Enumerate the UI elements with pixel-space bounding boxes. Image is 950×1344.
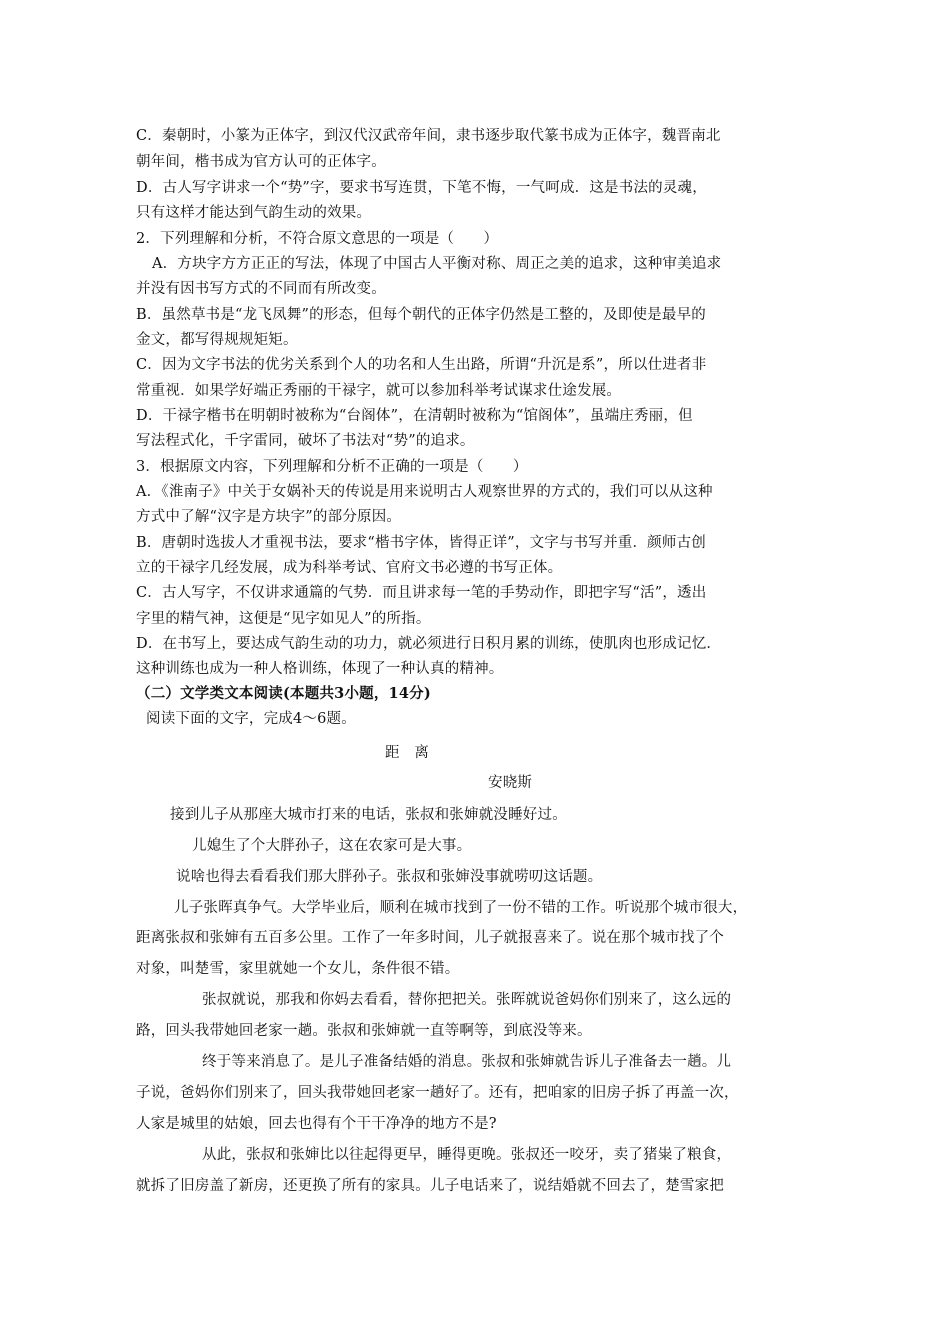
q2-option-b-line2: 金文，都写得规规矩矩。 <box>136 332 298 348</box>
story-paragraph-2: 儿媳生了个大胖孙子，这在农家可是大事。 <box>192 838 472 854</box>
story-paragraph-6-line2: 子说，爸妈你们别来了，回头我带她回老家一趟好了。还有，把咱家的旧房子拆了再盖一次， <box>136 1085 739 1101</box>
story-paragraph-4-line1: 儿子张晖真争气。大学毕业后，顺利在城市找到了一份不错的工作。听说那个城市很大， <box>174 900 748 916</box>
q3-option-b-line2: 立的干禄字几经发展，成为科举考试、官府文书必遵的书写正体。 <box>136 560 563 576</box>
story-paragraph-6-line1: 终于等来消息了。是儿子准备结婚的消息。张叔和张婶就告诉儿子准备去一趟。儿 <box>202 1054 732 1070</box>
q2-stem: 2．下列理解和分析，不符合原文意思的一项是（ ） <box>136 231 499 247</box>
q1-option-c-line2: 朝年间，楷书成为官方认可的正体字。 <box>136 154 386 170</box>
story-paragraph-5-line1: 张叔就说，那我和你妈去看看，替你把把关。张晖就说爸妈你们别来了，这么远的 <box>202 992 732 1008</box>
q2-option-d-line1: D．干禄字楷书在明朝时被称为“台阁体”，在清朝时被称为“馆阁体”，虽端庄秀丽，但 <box>136 408 693 424</box>
story-paragraph-7-line2: 就拆了旧房盖了新房，还更换了所有的家具。儿子电话来了，说结婚就不回去了，楚雪家把 <box>136 1178 724 1194</box>
q3-option-d-line2: 这种训练也成为一种人格训练，体现了一种认真的精神。 <box>136 661 504 677</box>
q3-option-c-line2: 字里的精气神，这便是“见字如见人”的所指。 <box>136 611 431 627</box>
story-paragraph-6-line3: 人家是城里的姑娘，回去也得有个干干净净的地方不是? <box>136 1116 497 1132</box>
q1-option-c-line1: C．秦朝时，小篆为正体字，到汉代汉武帝年间，隶书逐步取代篆书成为正体字，魏晋南北 <box>136 128 721 144</box>
q2-option-c-line2: 常重视．如果学好端正秀丽的干禄字，就可以参加科举考试谋求仕途发展。 <box>136 383 622 399</box>
q2-option-b-line1: B．虽然草书是“龙飞凤舞”的形态，但每个朝代的正体字仍然是工整的，及即使是最早的 <box>136 307 706 323</box>
story-paragraph-7-line1: 从此，张叔和张婶比以往起得更早，睡得更晚。张叔还一咬牙，卖了猪粜了粮食， <box>202 1147 732 1163</box>
q3-option-b-line1: B．唐朝时选拔人才重视书法，要求“楷书字体，皆得正详”，文字与书写并重．颜师古创 <box>136 535 706 551</box>
q2-option-a-line2: 并没有因书写方式的不同而有所改变。 <box>136 281 386 297</box>
q2-option-a-line1: A．方块字方方正正的写法，体现了中国古人平衡对称、周正之美的追求，这种审美追求 <box>152 256 722 272</box>
story-paragraph-4-line2: 距离张叔和张婶有五百多公里。工作了一年多时间，儿子就报喜来了。说在那个城市找了个 <box>136 930 724 946</box>
q3-option-c-line1: C．古人写字，不仅讲求通篇的气势．而且讲求每一笔的手势动作，即把字写“活”，透出 <box>136 585 707 601</box>
story-title: 距 离 <box>385 745 430 761</box>
story-author: 安晓斯 <box>488 775 533 791</box>
q1-option-d-line1: D．古人写字讲求一个“势”字，要求书写连贯，下笔不悔，一气呵成．这是书法的灵魂， <box>136 180 707 196</box>
q2-option-c-line1: C．因为文字书法的优劣关系到个人的功名和人生出路，所谓“升沉是系”，所以仕进者非 <box>136 357 707 373</box>
q3-stem: 3．根据原文内容，下列理解和分析不正确的一项是（ ） <box>136 459 528 475</box>
section2-heading: （二）文学类文本阅读(本题共3小题，14分) <box>136 685 431 702</box>
story-paragraph-1: 接到儿子从那座大城市打来的电话，张叔和张婶就没睡好过。 <box>170 807 567 823</box>
q1-option-d-line2: 只有这样才能达到气韵生动的效果。 <box>136 205 372 221</box>
story-paragraph-5-line2: 路，回头我带她回老家一趟。张叔和张婶就一直等啊等，到底没等来。 <box>136 1023 592 1039</box>
q3-option-d-line1: D．在书写上，要达成气韵生动的功力，就必须进行日积月累的训练，使肌肉也形成记忆． <box>136 636 722 652</box>
story-paragraph-3: 说啥也得去看看我们那大胖孙子。张叔和张婶没事就唠叨这话题。 <box>176 869 603 885</box>
q2-option-d-line2: 写法程式化，千字雷同，破坏了书法对“势”的追求。 <box>136 433 475 449</box>
story-paragraph-4-line3: 对象，叫楚雪，家里就她一个女儿，条件很不错。 <box>136 961 460 977</box>
q3-option-a-line1: A．《淮南子》中关于女娲补天的传说是用来说明古人观察世界的方式的，我们可以从这种 <box>136 484 713 500</box>
q3-option-a-line2: 方式中了解“汉字是方块字”的部分原因。 <box>136 509 402 525</box>
section2-instruction: 阅读下面的文字，完成4～6题。 <box>146 711 356 727</box>
